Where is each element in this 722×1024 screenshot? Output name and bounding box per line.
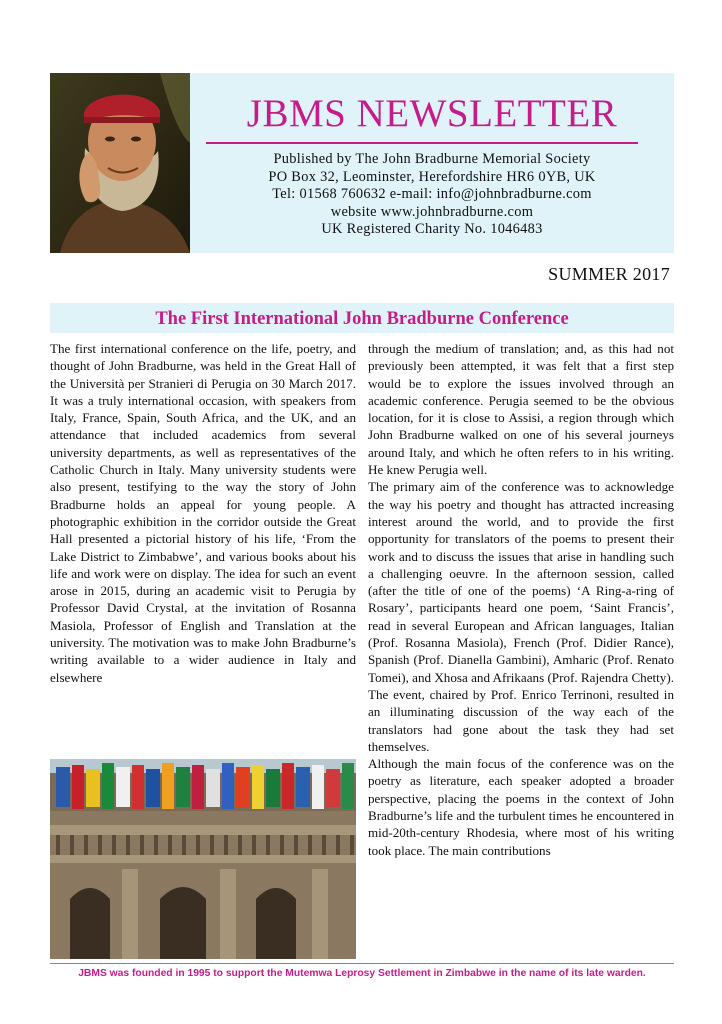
right-column-paragraph-3: Although the main focus of the conference was on the poetry as literature, each speaker adopted a broader perspective, placing the poems in the context of John Bradburne’s life and the turbulent times he encountered in mid-20th-century Rhodesia, where most of his writing took place. The main contributions (368, 756, 674, 858)
university-facade-photo (50, 759, 356, 959)
issue-season: SUMMER 2017 (548, 264, 670, 284)
article-headline: The First International John Bradburne Conference (155, 309, 569, 329)
charity-line: UK Registered Charity No. 1046483 (321, 221, 543, 238)
left-column-text: The first international conference on the life, poetry, and thought of John Bradburne, was held in the Great Hall of the Università per Stranieri di Perugia on 30 March 2017. It was a truly international occasion, with speakers from Italy, France, Spain, South Africa, and the UK, and an attendance that included academics from several university departments, as well as representatives of the Catholic Church in Italy. Many university students were also present, testifying to the way the story of John Bradburne holds an appeal for young people. A photographic exhibition in the corridor outside the Great Hall presented a pictorial history of his life, ‘From the Lake District to Zimbabwe’, and various books about his life and work were on display. The idea for such an event arose in 2015, during an academic visit to Perugia by Professor David Crystal, at the invitation of Rosanna Masiola, Professor of English and Translation at the university. The motivation was to make John Bradburne’s writing available to a wider audience in Italy and elsewhere (50, 341, 356, 685)
website-line: website www.johnbradburne.com (330, 203, 534, 220)
right-column (368, 340, 674, 859)
contact-line: Tel: 01568 760632 e-mail: info@johnbradburne.com (272, 186, 592, 203)
address-line: PO Box 32, Leominster, Herefordshire HR6 0YB, UK (268, 168, 596, 185)
newsletter-title: JBMS NEWSLETTER (246, 92, 618, 135)
john-bradburne-portrait (50, 73, 190, 253)
footer-note: JBMS was founded in 1995 to support the Mutemwa Leprosy Settlement in Zimbabwe in the name of its late warden. (78, 968, 646, 979)
publisher-details (190, 151, 674, 239)
published-by-line: Published by The John Bradburne Memorial Society (273, 151, 591, 167)
right-column-paragraph-1: through the medium of translation; and, as this had not previously been attempted, it was felt that a first step would be to explore the issues involved through an academic conference. Perugia seemed to be the obvious location, for it is close to Assisi, a region through which John Bradburne walked on one of his several journeys around Italy, and which he often refers to in his writing. He knew Perugia well. (368, 341, 674, 478)
footer-divider (50, 963, 674, 964)
title-underline (206, 142, 638, 144)
right-column-paragraph-2: The primary aim of the conference was to acknowledge the way his poetry and thought has attracted increasing interest around the world, and to provide the first opportunity for translators of the poems to present their work and to discuss the issues that arise in handling such a challenging oeuvre. In the afternoon session, called (after the title of one of the poems) ‘A Ring-a-ring of Rosary’, participants heard one poem, ‘Saint Francis’, read in several European and African languages, Italian (Prof. Rosanna Masiola), French (Prof. Didier Rance), Spanish (Prof. Dianella Gambini), Amharic (Prof. Renato Tomei), and Xhosa and Afrikaans (Prof. Rajendra Chetty). The event, chaired by Prof. Enrico Terrinoni, resulted in an illuminating discussion of the way each of the translators had gone about the task they had set themselves. (368, 479, 674, 754)
left-column (50, 340, 356, 686)
